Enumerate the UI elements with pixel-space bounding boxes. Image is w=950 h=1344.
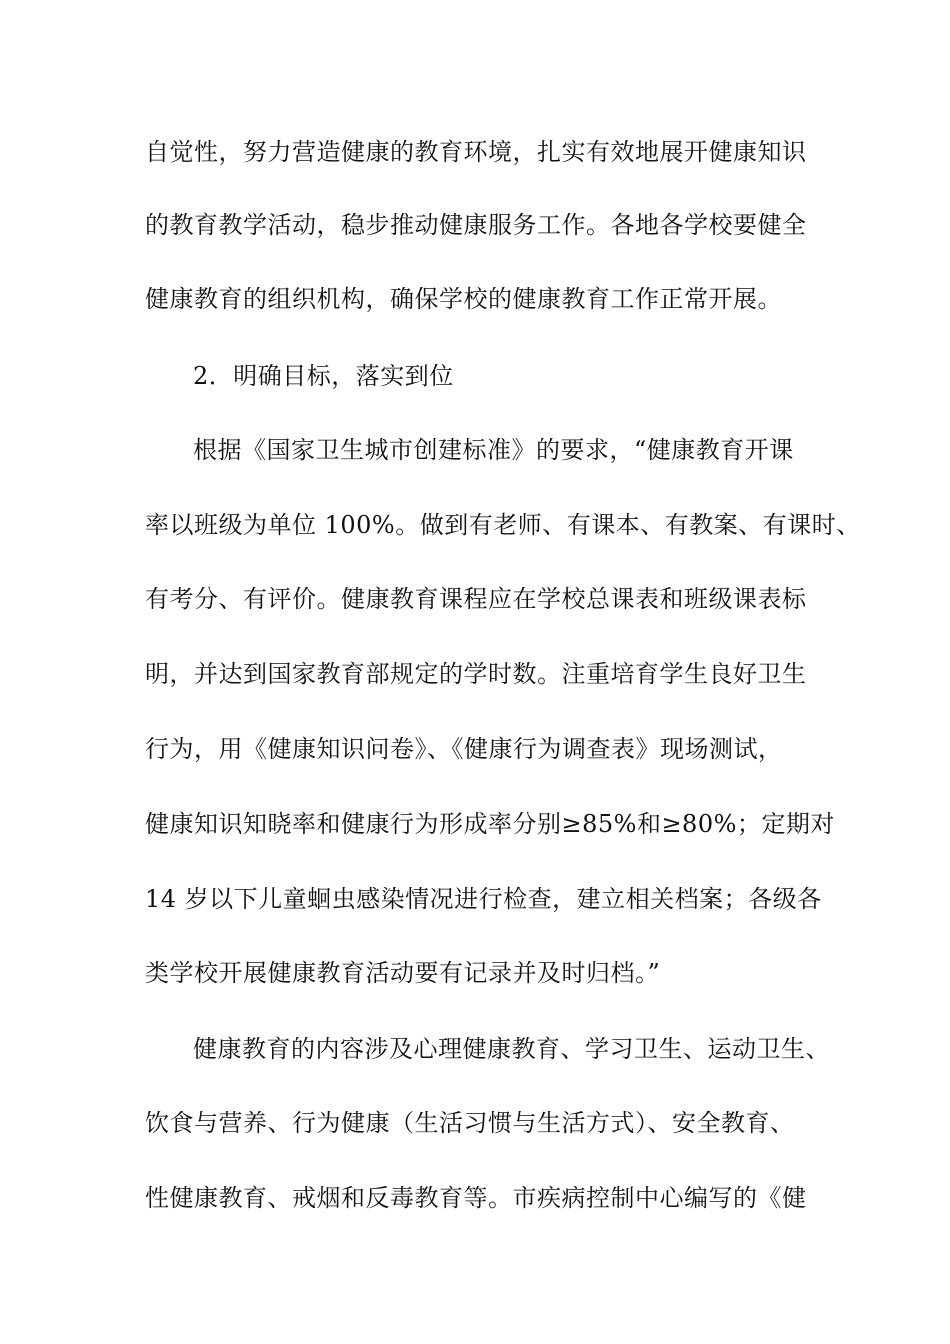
text-line: 类学校开展健康教育活动要有记录并及时归档。” xyxy=(145,959,661,987)
text-line: 14 岁以下儿童蛔虫感染情况进行检查，建立相关档案；各级各 xyxy=(145,885,822,913)
text-line: 性健康教育、戒烟和反毒教育等。市疾病控制中心编写的《健 xyxy=(145,1184,807,1212)
text-line: 健康教育的内容涉及心理健康教育、学习卫生、运动卫生、 xyxy=(193,1035,830,1063)
text-line: 根据《国家卫生城市创建标准》的要求，“健康教育开课 xyxy=(193,436,794,464)
text-line: 饮食与营养、行为健康（生活习惯与生活方式）、安全教育、 xyxy=(145,1109,795,1137)
section-heading: 2．明确目标，落实到位 xyxy=(193,362,454,390)
text-line: 有考分、有评价。健康教育课程应在学校总课表和班级课表标 xyxy=(145,585,807,613)
text-line: 自觉性，努力营造健康的教育环境，扎实有效地展开健康知识 xyxy=(145,138,807,166)
text-line: 健康知识知晓率和健康行为形成率分别≥85%和≥80%；定期对 xyxy=(145,810,835,838)
text-line: 明，并达到国家教育部规定的学时数。注重培育学生良好卫生 xyxy=(145,660,807,688)
text-line: 率以班级为单位 100%。做到有老师、有课本、有教案、有课时、 xyxy=(145,511,861,539)
text-line: 行为，用《健康知识问卷》、《健康行为调查表》现场测试， xyxy=(145,735,783,763)
text-line: 健康教育的组织机构，确保学校的健康教育工作正常开展。 xyxy=(145,285,782,313)
text-line: 的教育教学活动，稳步推动健康服务工作。各地各学校要健全 xyxy=(145,211,807,239)
